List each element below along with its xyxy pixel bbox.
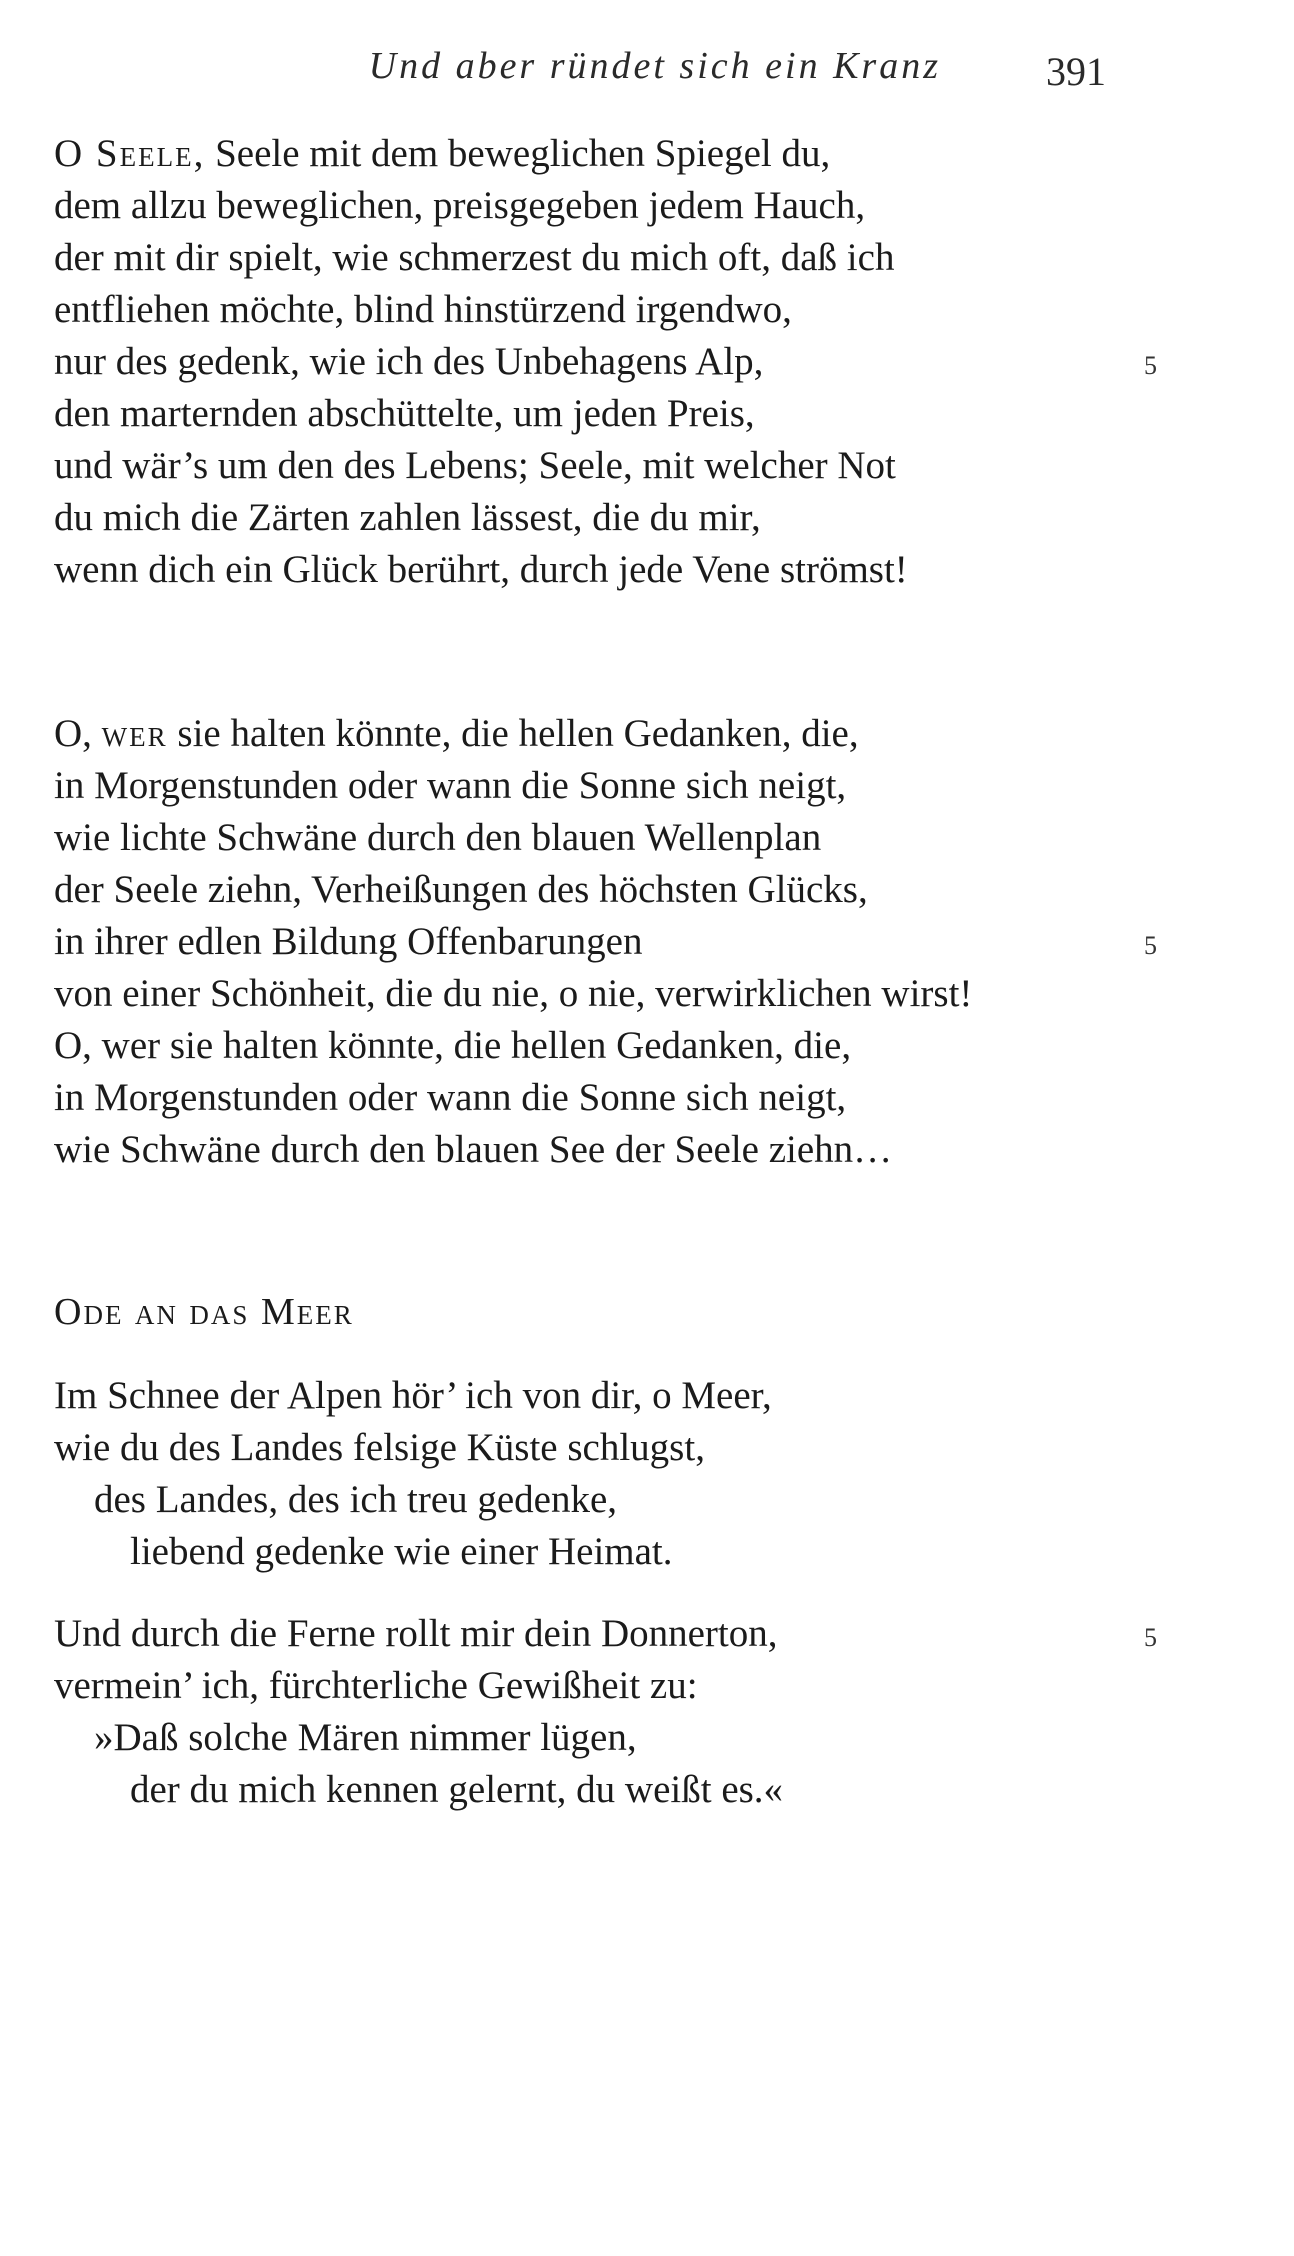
poem-line: du mich die Zärten zahlen lässest, die du mir, (54, 496, 761, 539)
poem-line: liebend gedenke wie einer Heimat. (130, 1530, 673, 1573)
poem-line: dem allzu beweglichen, preisgegeben jedem Hauch, (54, 184, 866, 227)
poem-meer-stanza-1 (54, 1370, 1204, 1578)
poem-line: und wär’s um den des Lebens; Seele, mit welcher Not (54, 444, 896, 487)
poem-seele (54, 128, 1204, 596)
poem-line: »Daß solche Mären nimmer lügen, (94, 1716, 637, 1759)
line-number: 5 (1144, 351, 1157, 380)
poem-line: wie du des Landes felsige Küste schlugst, (54, 1426, 705, 1469)
poem-line: der mit dir spielt, wie schmerzest du mich oft, daß ich (54, 236, 895, 279)
page-number: 391 (1046, 49, 1106, 94)
poem-line: des Landes, des ich treu gedenke, (94, 1478, 618, 1521)
poem-line: O, wer sie halten könnte, die hellen Gedanken, die, (54, 712, 859, 755)
poem-line: von einer Schönheit, die du nie, o nie, verwirklichen wirst! (54, 972, 973, 1015)
poem-gedanken (54, 708, 1204, 1176)
poem-line: in ihrer edlen Bildung Offenbarungen 5 (54, 916, 1204, 968)
poem-line: in Morgenstunden oder wann die Sonne sich neigt, (54, 764, 847, 807)
poem-line: Im Schnee der Alpen hör’ ich von dir, o Meer, (54, 1374, 772, 1417)
poem-line: wenn dich ein Glück berührt, durch jede Vene strömst! (54, 548, 908, 591)
poem-line: der du mich kennen gelernt, du weißt es.« (130, 1768, 784, 1811)
poem-line: in Morgenstunden oder wann die Sonne sich neigt, (54, 1076, 847, 1119)
poem-line: wie Schwäne durch den blauen See der Seele ziehn… (54, 1128, 893, 1171)
poem-title: Ode an das Meer (54, 1291, 354, 1333)
poem-incipit: O Seele, (54, 132, 206, 175)
poem-line: nur des gedenk, wie ich des Unbehagens Alp, 5 (54, 336, 1204, 388)
poem-line: den marternden abschüttelte, um jeden Preis, (54, 392, 755, 435)
page-header (0, 44, 1294, 104)
poem-line: wie lichte Schwäne durch den blauen Wellenplan (54, 816, 822, 859)
running-title: Und aber ründet sich ein Kranz (368, 45, 941, 87)
poem-line: vermein’ ich, fürchterliche Gewißheit zu: (54, 1664, 698, 1707)
poem-meer-stanza-2 (54, 1608, 1204, 1816)
poem-line: O Seele, Seele mit dem beweglichen Spiegel du, (54, 132, 831, 175)
poem-incipit: wer (101, 712, 168, 755)
line-number: 5 (1144, 1623, 1157, 1652)
poem-line: entfliehen möchte, blind hinstürzend irgendwo, (54, 288, 792, 331)
poem-line: der Seele ziehn, Verheißungen des höchsten Glücks, (54, 868, 868, 911)
line-number: 5 (1144, 931, 1157, 960)
poem-line: O, wer sie halten könnte, die hellen Gedanken, die, (54, 1024, 852, 1067)
poem-line: Und durch die Ferne rollt mir dein Donnerton, 5 (54, 1608, 1204, 1660)
